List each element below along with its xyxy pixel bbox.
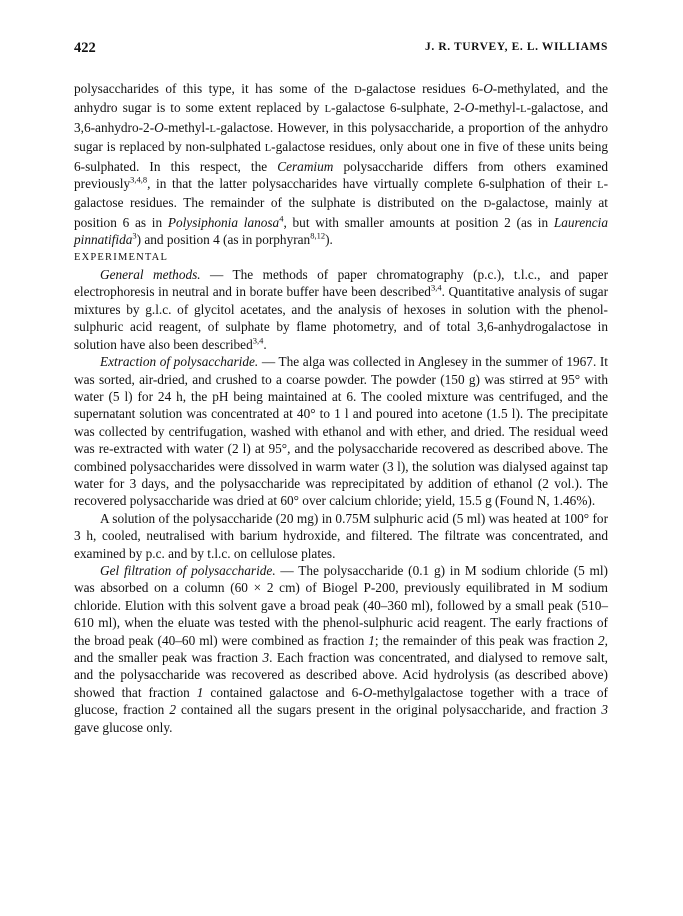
body-text — [74, 80, 608, 736]
running-head: J. R. TURVEY, E. L. WILLIAMS — [425, 41, 608, 53]
extraction-heading: Extraction of polysaccharide. — [100, 354, 259, 370]
extraction-paragraph: Extraction of polysaccharide. — The alga was collected in Anglesey in the summer of 1967. It was sorted, air-dried, and crushed to a coarse powder. The powder (150 g) was stirred at 95° with water (5 l) for 24 h, the pH being maintained at 6. The cooled mixture was centrifuged, and the supernatant solution was concentrated at 40° to 1 l and poured into acetone (1.5 l). The precipitate was collected by centrifugation, washed with ethanol and with ether, and dried. The residual weed was re-extracted with water (2 l) at 95°, and the polysaccharide recovered as described above. The combined polysaccharides were dissolved in warm water (3 l), the solution was dialysed against tap water for 3 days, and the polysaccharide was reprecipitated by addition of ethanol (2 vol.). The recovered polysaccharide was dried at 60° over calcium chloride; yield, 15.5 g (Found N, 1.46%). — [74, 354, 608, 509]
general-methods-heading: General methods. — [100, 267, 201, 283]
intro-paragraph: polysaccharides of this type, it has some of the D-galactose residues 6-O-methylated, and the anhydro sugar is to some extent replaced by L-galactose 6-sulphate, 2-O-methyl-L-galactose, and 3,6-anhydro-2-O-methyl-L-galactose. However, in this polysaccharide, a proportion of the anhydro sugar is replaced by non-sulphated L-galactose residues, only about one in five of these units being 6-sulphated. In this respect, the Ceramium polysaccharide differs from others examined previously$^{3,4,8}$, in that the latter polysaccharides have virtually complete 6-sulphation of their L-galactose residues. The remainder of the sulphate is distributed on the D-galactose, mainly at position 6 as in Polysiphonia lanosa$^4$, but with smaller amounts at position 2 (as in Laurencia pinnatifida$^3$) and position 4 (as in porphyran$^{8,12}$). — [74, 81, 609, 248]
hydrolysis-paragraph: A solution of the polysaccharide (20 mg) in 0.75M sulphuric acid (5 ml) was heated at 100° for 3 h, cooled, neutralised with barium hydroxide, and filtered. The filtrate was concentrated, and examined by p.c. and by t.l.c. on cellulose plates. — [74, 510, 608, 561]
gel-filtration-paragraph: Gel filtration of polysaccharide. — The polysaccharide (0.1 g) in M sodium chloride (5 ml) was absorbed on a column (60 × 2 cm) of Biogel P-200, previously equilibrated in M sodium chloride. Elution with this solvent gave a broad peak (40–360 ml), followed by a small peak (510–610 ml), when the eluate was tested with the phenol-sulphuric acid reagent. The early fractions of the broad peak (40–60 ml) were combined as fraction 1; the remainder of this peak was fraction 2, and the smaller peak was fraction 3. Each fraction was concentrated, and dialysed to remove salt, and the polysaccharide was recovered as described above. Acid hydrolysis (as described above) showed that fraction 1 contained galactose and 6-O-methylgalactose together with a trace of glucose, fraction 2 contained all the sugars present in the original polysaccharide, and fraction 3 gave glucose only. — [74, 562, 608, 735]
page-number: 422 — [74, 40, 96, 56]
page-header — [74, 40, 608, 60]
gel-filtration-heading: Gel filtration of polysaccharide. — [100, 562, 276, 578]
general-methods-paragraph: General methods. — The methods of paper chromatography (p.c.), t.l.c., and paper electrophoresis in neutral and in borate buffer have been described$^{3,4}$. Quantitative analysis of sugar mixtures by g.l.c. of glycitol acetates, and the analysis of hexoses in solution with the phenol-sulphuric acid reagent, of sulphate by flame photometry, and of total 3,6-anhydrogalactose in solution have also been described$^{3,4}$. — [74, 267, 609, 352]
section-heading-experimental: EXPERIMENTAL — [74, 251, 169, 263]
